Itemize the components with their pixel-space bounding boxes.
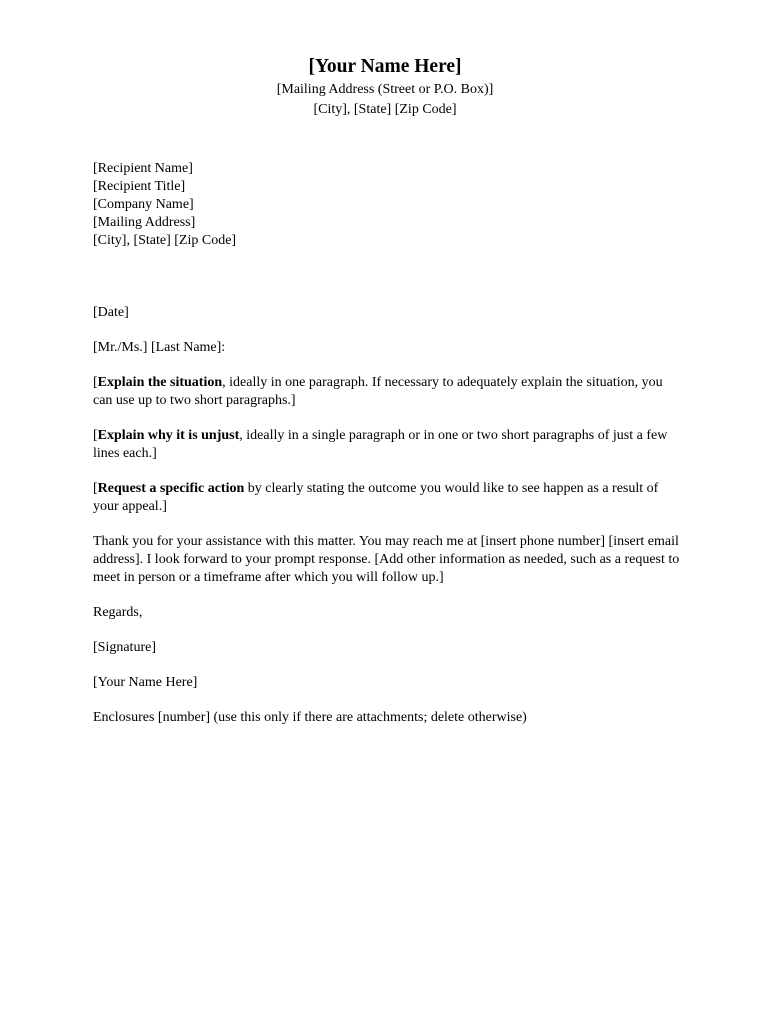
unjust-bold-lead: Explain why it is unjust — [97, 428, 240, 443]
recipient-city-state-zip: [City], [State] [Zip Code] — [93, 233, 237, 248]
sender-name: [Your Name Here] — [308, 56, 462, 77]
bracket-open: [ — [93, 375, 98, 390]
recipient-block — [93, 160, 236, 250]
salutation: [Mr./Ms.] [Last Name]: — [93, 340, 226, 355]
date-line: [Date] — [93, 305, 129, 320]
situation-text: , ideally in one paragraph. If necessary to adequately explain the situation, you can use up to two short paragraphs.] — [93, 375, 663, 408]
unjust-text: , ideally in a single paragraph or in one or two short paragraphs of just a few lines each.] — [93, 428, 668, 461]
paragraph-unjust — [93, 427, 683, 463]
enclosures-line: Enclosures [number] (use this only if there are attachments; delete otherwise) — [93, 710, 527, 725]
sender-city-state-zip: [City], [State] [Zip Code] — [313, 102, 457, 117]
situation-bold-lead: Explain the situation — [97, 375, 223, 390]
action-bold-lead: Request a specific action — [97, 481, 245, 496]
sender-header — [0, 54, 770, 120]
recipient-mailing-address: [Mailing Address] — [93, 215, 196, 230]
bracket-open: [ — [93, 428, 98, 443]
signature-placeholder: [Signature] — [93, 640, 156, 655]
paragraph-situation — [93, 374, 683, 410]
paragraph-action — [93, 480, 683, 516]
closing: Regards, — [93, 605, 143, 620]
action-text: by clearly stating the outcome you would like to see happen as a result of your appeal.] — [93, 481, 659, 514]
sender-mailing-address: [Mailing Address (Street or P.O. Box)] — [276, 82, 494, 97]
bracket-open: [ — [93, 481, 98, 496]
paragraph-thanks: Thank you for your assistance with this matter. You may reach me at [insert phone number] [insert email address]. I look forward to your prompt response. [Add other information as needed, such as a request to meet in person or a timeframe after which you will follow up.] — [93, 534, 680, 585]
recipient-company: [Company Name] — [93, 197, 194, 212]
recipient-name: [Recipient Name] — [93, 161, 193, 176]
recipient-title: [Recipient Title] — [93, 179, 186, 194]
letter-body — [93, 304, 683, 744]
signer-name: [Your Name Here] — [93, 675, 198, 690]
